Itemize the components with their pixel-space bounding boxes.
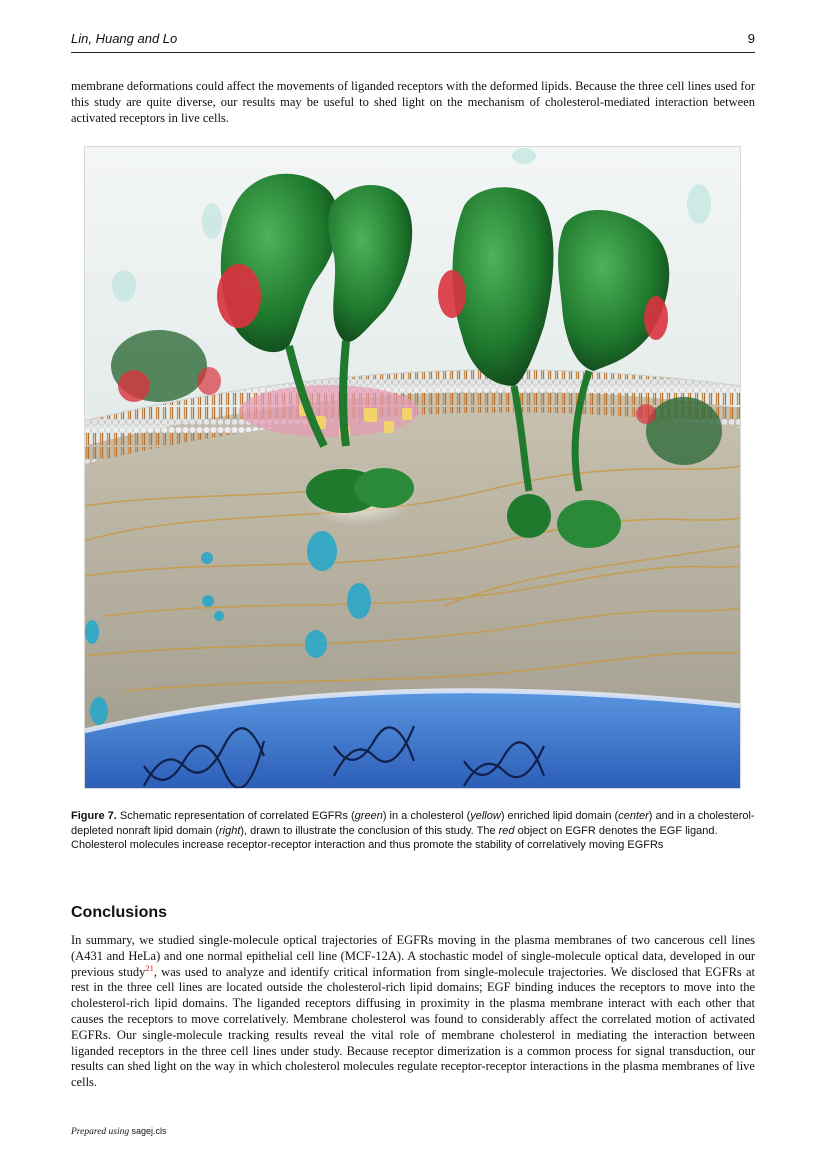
intro-paragraph: membrane deformations could affect the movements of liganded receptors with the deformed lipids. Because the three cell lines used for this study are quite diverse, our results may be useful to shed light on the mechanism of cholesterol-mediated interaction between activated receptors in live cells.: [71, 79, 755, 125]
section-title-conclusions: Conclusions: [71, 904, 168, 921]
figure-caption: Figure 7. Schematic representation of correlated EGFRs (green) in a cholesterol (yellow) enriched lipid domain (center) and in a cholesterol-depleted nonraft lipid domain (right), drawn to illustrate the conclusion of this study. The red object on EGFR denotes the EGF ligand. Cholesterol molecules increase receptor-receptor interaction and thus promote the stability of correlatively moving EGFRs: [71, 810, 755, 851]
running-header: [71, 31, 755, 46]
cholesterol-raft: [239, 385, 419, 437]
header-rule: [71, 52, 755, 53]
conclusions-paragraph: In summary, we studied single-molecule optical trajectories of EGFRs moving in the plasma membranes of two cancerous cell lines (A431 and HeLa) and one normal epithelial cell line (MCF-12A). A stochastic model of single-molecule optical data, developed in our previous study$^{21}$, was used to analyze and identify critical information from single-molecule trajectories. We disclosed that EGFRs at rest in the three cell lines are located outside the cholesterol-rich lipid domains; EGF binding induces the receptors to move into the cholesterol-rich lipid domains. The liganded receptors diffusing in proximity in the plasma membrane interact with each other that causes the receptors to move correlatively. Membrane cholesterol was found to considerably affect the correlated motion of activated EGFRs. Our single-molecule tracking results reveal the vital role of membrane cholesterol in mediating the interaction between liganded receptors in the three cell lines under study. Because receptor dimerization is a common process for signal transduction, our results can shed light on the way in which cholesterol molecules regulate receptor-receptor interactions in the plasma membranes of live cells.: [71, 933, 755, 1090]
page-number: 9: [747, 31, 755, 46]
page-footer: Prepared using sagej.cls: [71, 1126, 167, 1137]
figure-7-illustration: [84, 146, 741, 789]
running-header-authors: Lin, Huang and Lo: [71, 31, 178, 46]
citation-link[interactable]: 21: [145, 962, 154, 973]
figure-label: Figure 7.: [71, 810, 117, 822]
